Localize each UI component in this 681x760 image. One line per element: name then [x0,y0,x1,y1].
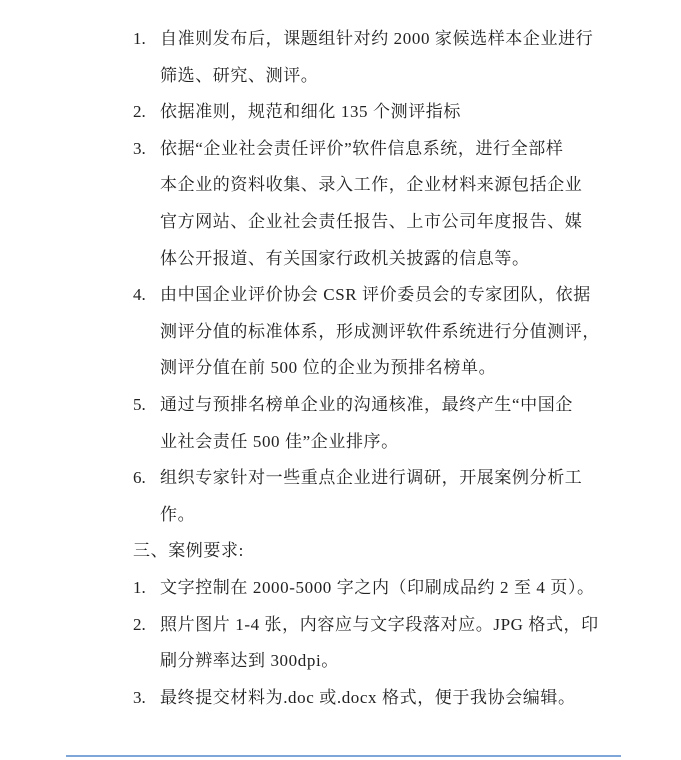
doc-line [133,167,611,204]
indent-spacer [133,58,160,95]
list-item [133,21,611,94]
list-item-text: 文字控制在 2000-5000 字之内（印刷成品约 2 至 4 页）。 [160,577,595,597]
doc-line [133,387,611,424]
list-item-text: 作。 [160,504,196,524]
page-bottom-divider [66,755,621,757]
doc-line [133,58,611,95]
list-item-text: 测评分值的标准体系，形成测评软件系统进行分值测评， [160,321,600,341]
doc-line [133,94,611,131]
indent-spacer [133,241,160,278]
list-item-number: 3. [133,687,146,707]
doc-line [133,314,611,351]
list-item-number: 1. [133,577,146,597]
list-item-text: 照片图片 1-4 张，内容应与文字段落对应。JPG 格式，印 [160,614,599,634]
doc-line [133,424,611,461]
doc-line [133,350,611,387]
section-heading: 三、案例要求: [133,541,244,561]
list-item-number: 6. [133,468,146,488]
document-body [133,21,611,716]
list-item [133,680,611,717]
list-item-text: 刷分辨率达到 300dpi。 [160,651,339,671]
list-item [133,460,611,533]
indent-spacer [133,167,160,204]
doc-line [133,680,611,717]
list-item [133,277,611,387]
list-item [133,570,611,607]
doc-line [133,131,611,168]
list-item-text: 业社会责任 500 佳”企业排序。 [160,431,399,451]
doc-line [133,570,611,607]
indent-spacer [133,204,160,241]
indent-spacer [133,424,160,461]
list-item-number: 3. [133,138,146,158]
indent-spacer [133,497,160,534]
list-item [133,607,611,680]
doc-line [133,204,611,241]
list-item-text: 筛选、研究、测评。 [160,65,319,85]
list-item-text: 最终提交材料为.doc 或.docx 格式，便于我协会编辑。 [160,687,576,707]
list-item-text: 自准则发布后，课题组针对约 2000 家候选样本企业进行 [160,29,594,48]
indent-spacer [133,350,160,387]
list-item-number: 2. [133,102,146,122]
list-item-text: 组织专家针对一些重点企业进行调研，开展案例分析工 [160,468,583,488]
list-item-number: 1. [133,29,146,48]
doc-line [133,21,611,58]
doc-line [133,460,611,497]
indent-spacer [133,314,160,351]
list-item-text: 官方网站、企业社会责任报告、上市公司年度报告、媒 [160,211,583,231]
list-item-text: 依据“企业社会责任评价”软件信息系统，进行全部样 [160,138,564,158]
doc-line [133,277,611,314]
indent-spacer [133,643,160,680]
list-item-text: 通过与预排名榜单企业的沟通核准，最终产生“中国企 [160,394,573,414]
list-item-number: 2. [133,614,146,634]
list-item-number: 5. [133,394,146,414]
doc-line [133,497,611,534]
doc-line [133,607,611,644]
list-item-text: 依据准则，规范和细化 135 个测评指标 [160,102,461,122]
doc-line [133,241,611,278]
doc-line [133,643,611,680]
list-item-text: 本企业的资料收集、录入工作，企业材料来源包括企业 [160,175,583,195]
list-item [133,94,611,131]
list-item [133,131,611,277]
list-item-text: 由中国企业评价协会 CSR 评价委员会的专家团队，依据 [160,285,591,305]
list-item-number: 4. [133,285,146,305]
list-item [133,387,611,460]
list-item-text: 体公开报道、有关国家行政机关披露的信息等。 [160,248,530,268]
list-item-text: 测评分值在前 500 位的企业为预排名榜单。 [160,358,497,378]
